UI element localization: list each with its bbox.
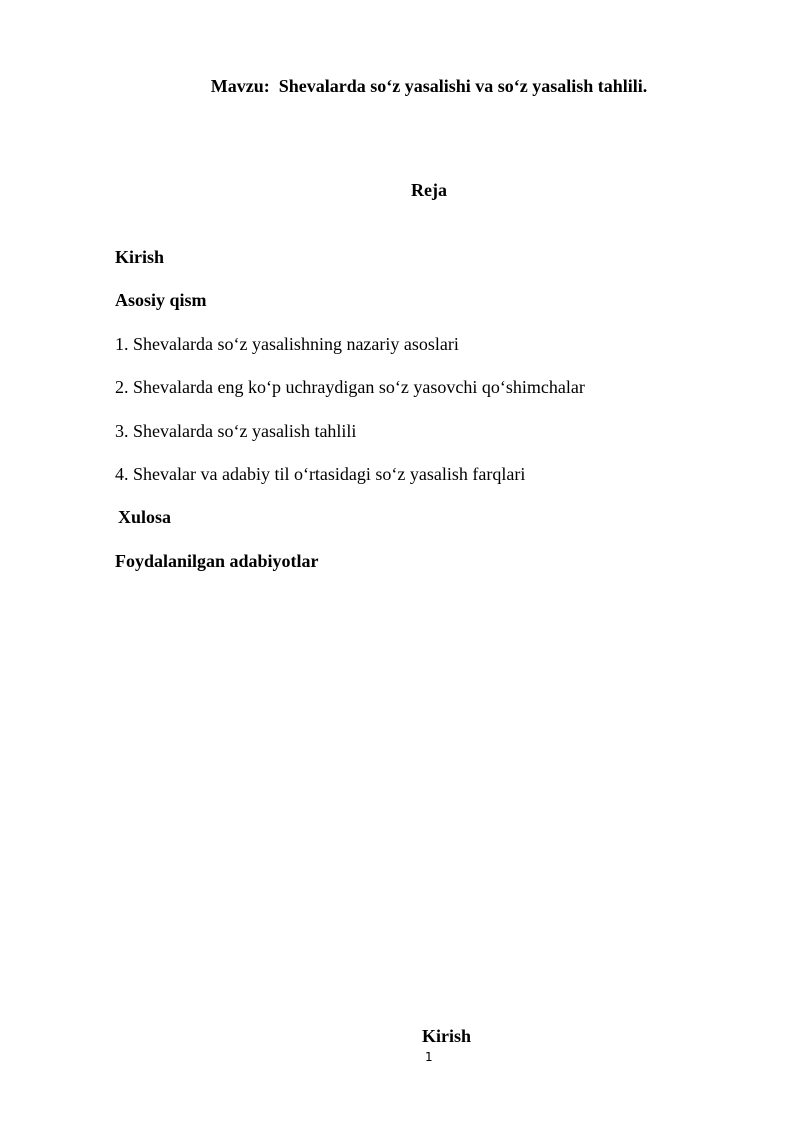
plan-list-item: 2. Shevalarda eng ko‘p uchraydigan so‘z yasovchi qo‘shimchalar <box>115 377 585 397</box>
plan-list-item: 4. Shevalar va adabiy til o‘rtasidagi so‘z yasalish farqlari <box>115 464 526 484</box>
plan-item-references: Foydalanilgan adabiyotlar <box>115 551 319 571</box>
plan-list-item: 1. Shevalarda so‘z yasalishning nazariy asoslari <box>115 334 459 354</box>
plan-item-intro: Kirish <box>115 247 165 267</box>
plan-item-conclusion: Xulosa <box>118 507 172 527</box>
section-heading-intro: Kirish <box>422 1026 472 1046</box>
plan-item-main-part: Asosiy qism <box>115 290 207 310</box>
page-number: 1 <box>425 1050 433 1064</box>
plan-heading: Reja <box>411 180 447 200</box>
plan-list-item: 3. Shevalarda so‘z yasalish tahlili <box>115 421 357 441</box>
document-title: Mavzu: Shevalarda so‘z yasalishi va so‘z yasalish tahlili. <box>210 76 648 96</box>
